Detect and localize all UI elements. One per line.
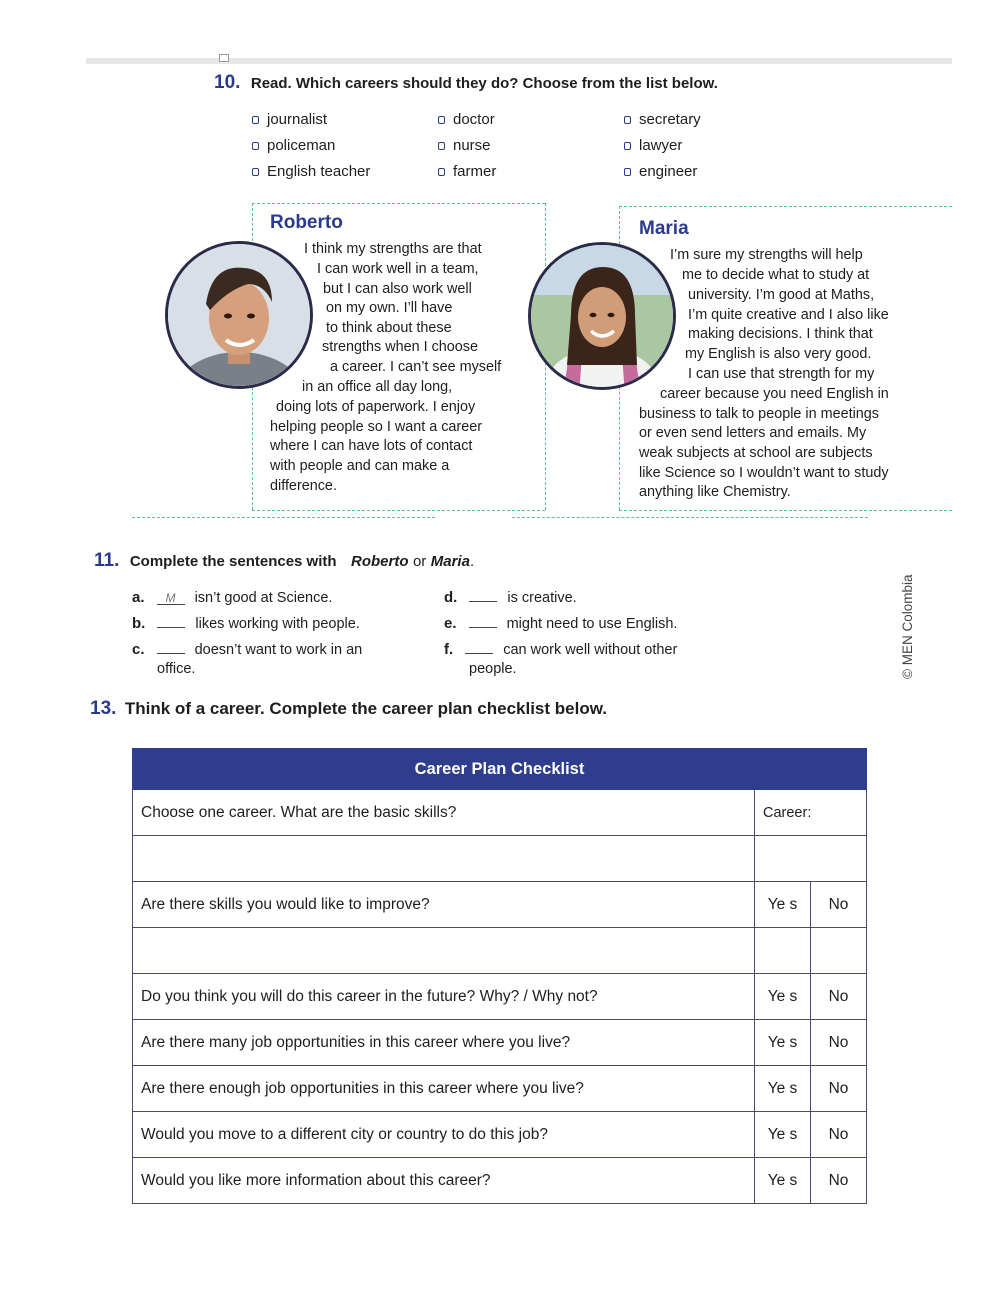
exercise-11-heading: 11. Complete the sentences with Roberto or Maria. [94,550,475,571]
copyright-credit: © MEN Colombia [900,574,915,679]
maria-line: making decisions. I think that [688,326,873,342]
roberto-line: helping people so I want a career [270,419,483,435]
question-cell: Do you think you will do this career in the future? Why? / Why not? [133,974,755,1020]
yes-option[interactable]: Ye s [755,1020,811,1066]
no-option[interactable]: No [811,882,867,928]
question-cell: Would you like more information about this career? [133,1158,755,1204]
question-cell: Would you move to a different city or country to do this job? [133,1112,755,1158]
career-item: engineer [624,163,697,180]
no-option[interactable]: No [811,1066,867,1112]
roberto-line: on my own. I’ll have [326,300,453,316]
name-option-roberto: Roberto [351,553,409,570]
maria-line: business to talk to people in meetings [639,406,879,422]
no-option[interactable]: No [811,1020,867,1066]
maria-line: I can use that strength for my [688,366,875,382]
question-cell: Are there many job opportunities in this career where you live? [133,1020,755,1066]
maria-line: weak subjects at school are subjects [639,445,873,461]
checklist-title: Career Plan Checklist [133,749,867,790]
exercise-instruction: Complete the sentences with [129,553,337,570]
bullet-icon [252,116,259,124]
no-option[interactable]: No [811,974,867,1020]
career-item: English teacher [252,163,370,180]
sentence-f-continued: people. [469,661,517,677]
table-row [133,1112,867,1158]
career-plan-checklist [132,748,867,1204]
yes-option[interactable]: Ye s [755,882,811,928]
question-cell: Are there skills you would like to improve? [133,882,755,928]
no-option[interactable]: No [811,1158,867,1204]
yes-option[interactable]: Ye s [755,974,811,1020]
table-row [133,790,867,836]
roberto-name: Roberto [270,212,343,233]
career-item: secretary [624,111,701,128]
roberto-line: in an office all day long, [302,379,453,395]
maria-line: university. I’m good at Maths, [688,287,875,303]
yes-option[interactable]: Ye s [755,1158,811,1204]
roberto-line: where I can have lots of contact [270,438,473,454]
maria-line: I’m sure my strengths will help [670,247,863,263]
maria-line: like Science so I wouldn’t want to study [639,465,889,481]
yes-option[interactable]: Ye s [755,1066,811,1112]
yes-answer-cell[interactable] [755,928,811,974]
page-top-edge [86,58,952,64]
roberto-line: a career. I can’t see myself [330,359,502,375]
career-item: lawyer [624,137,682,154]
sentence-b: b. likes working with people. [132,615,360,632]
exercise-13-heading [90,698,607,720]
bullet-icon [252,142,259,150]
sentence-c-continued: office. [157,661,196,677]
roberto-line: strengths when I choose [322,339,478,355]
bullet-icon [438,116,445,124]
bullet-icon [438,142,445,150]
page-mark [219,54,229,62]
answer-blank[interactable] [469,601,497,602]
exercise-instruction: Think of a career. Complete the career plan checklist below. [124,699,608,718]
table-row [133,882,867,928]
roberto-frame-bottom [252,510,545,511]
answer-cell[interactable] [133,928,755,974]
maria-line: career because you need English in [660,386,889,402]
sentence-f: f. can work well without other [444,641,678,658]
roberto-line: with people and can make a [270,458,450,474]
table-row [133,836,867,882]
question-cell: Choose one career. What are the basic skills? [133,790,755,836]
answer-blank[interactable] [469,627,497,628]
maria-line: my English is also very good. [685,346,872,362]
exercise-number: 13. [90,698,117,719]
answer-blank[interactable] [157,653,185,654]
exercise-number: 10. [214,72,241,93]
no-answer-cell[interactable] [811,928,867,974]
roberto-portrait-icon [168,244,310,386]
career-item: nurse [438,137,491,154]
bullet-icon [252,168,259,176]
maria-frame-top [619,206,952,207]
table-row [133,1066,867,1112]
bullet-icon [624,168,631,176]
maria-line: anything like Chemistry. [639,484,791,500]
maria-line: me to decide what to study at [682,267,870,283]
sentence-d: d. is creative. [444,589,577,606]
table-row [133,928,867,974]
answer-blank[interactable] [157,627,185,628]
maria-line: or even send letters and emails. My [639,425,867,441]
bullet-icon [624,116,631,124]
sentence-c: c. doesn’t want to work in an [132,641,363,658]
answer-blank[interactable] [465,653,493,654]
maria-photo [528,242,676,390]
roberto-frame-top [252,203,545,204]
maria-frame-bottom [619,510,952,511]
career-item: policeman [252,137,335,154]
career-item: doctor [438,111,495,128]
roberto-photo [165,241,313,389]
answer-blank[interactable]: M [157,592,185,605]
maria-portrait-icon [531,245,673,387]
roberto-line: I think my strengths are that [304,241,482,257]
bullet-icon [438,168,445,176]
roberto-line: doing lots of paperwork. I enjoy [276,399,476,415]
bullet-icon [624,142,631,150]
exercise-instruction: Read. Which careers should they do? Choose from the list below. [250,75,718,92]
section-divider [132,517,435,518]
exercise-number: 11. [94,550,120,571]
maria-name: Maria [639,218,689,239]
name-option-maria: Maria [430,553,470,570]
roberto-line: but I can also work well [323,281,472,297]
or-text: or [412,553,427,570]
yes-option[interactable]: Ye s [755,1112,811,1158]
roberto-line: I can work well in a team, [317,261,479,277]
table-row [133,1020,867,1066]
career-answer-cell[interactable] [755,836,867,882]
sentence-e: e. might need to use English. [444,615,678,632]
roberto-line: to think about these [326,320,452,336]
sentence-a: a. M isn’t good at Science. [132,589,333,606]
section-divider [512,517,868,518]
career-item: journalist [252,111,327,128]
no-option[interactable]: No [811,1112,867,1158]
exercise-10-heading [214,72,718,94]
question-cell: Are there enough job opportunities in this career where you live? [133,1066,755,1112]
roberto-line: difference. [270,478,337,494]
table-row [133,974,867,1020]
career-label[interactable]: Career: [755,790,867,836]
table-row [133,1158,867,1204]
career-item: farmer [438,163,496,180]
answer-cell[interactable] [133,836,755,882]
maria-line: I’m quite creative and I also like [688,307,889,323]
